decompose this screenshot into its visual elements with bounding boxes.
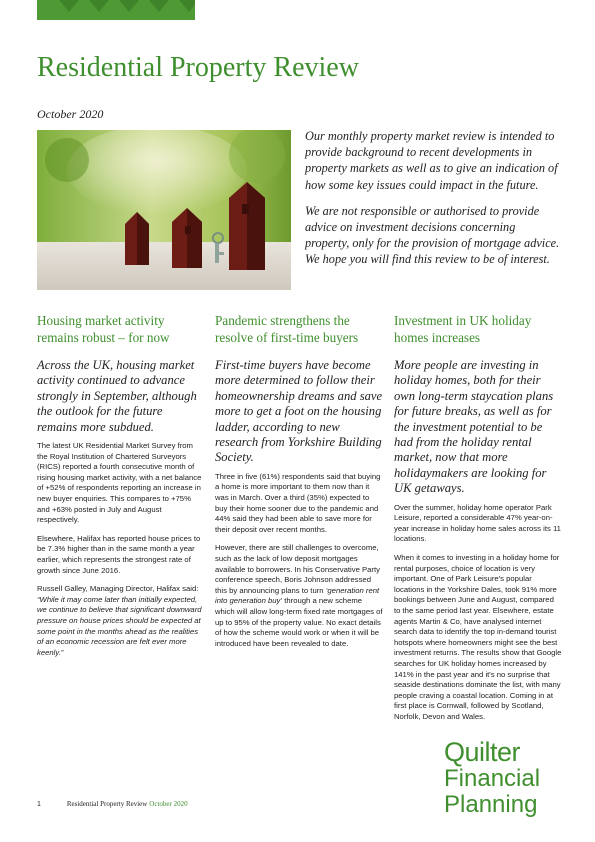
article-paragraph	[215, 543, 383, 649]
quilter-logo	[444, 738, 540, 818]
logo-line-planning: Planning	[444, 791, 538, 818]
article-paragraph: Over the summer, holiday home operator Park Leisure, reported a considerable 47% year-on-year increase in holiday home sales across its 11 locations.	[394, 502, 561, 544]
article-paragraph: The latest UK Residential Market Survey from the Royal Institution of Chartered Surveyors (RICS) reported a fourth consecutive month of rising housing market activity, with a net balance of +52% of respondents reporting an increase in new buyer enquiries. This compares to +75% and +63% posted in July and August respectively.	[37, 441, 202, 525]
footer-title: Residential Property Review	[66, 800, 148, 808]
intro-text	[305, 128, 561, 278]
quote-attribution: Russell Galley, Managing Director, Halifax said:	[37, 584, 199, 594]
footer-date: October 2020	[149, 800, 188, 808]
paragraph-text: However, there are still challenges to overcome, such as the lack of low deposit mortgages available to borrowers. In his Conservative Party conference speech, Boris Johnson addressed this by announcing plans to turn	[215, 543, 380, 595]
quote-text: ‘generation rent into generation buy’	[215, 585, 380, 606]
quote-text: “While it may come later than initially expected, we continue to believe that significant downward pressure on house prices should be expected at some point in the months ahead as the realities of an economic recession are felt ever more keenly.”	[37, 594, 202, 657]
page-title: Residential Property Review	[37, 52, 359, 83]
issue-date: October 2020	[37, 107, 104, 121]
article-paragraph: Elsewhere, Halifax has reported house prices to be 7.3% higher than in the same month a year earlier, which represents the strongest rate of growth since June 2016.	[37, 533, 201, 575]
page-footer	[37, 800, 188, 808]
article-heading: Housing market activity remains robust – for now	[37, 313, 170, 345]
article-first-time-buyers	[215, 313, 383, 657]
article-lead: Across the UK, housing market activity continued to advance strongly in September, although the outlook for the future remains more subdued.	[37, 358, 197, 434]
article-heading: Pandemic strengthens the resolve of first-time buyers	[215, 313, 359, 345]
intro-paragraph-1: Our monthly property market review is intended to provide background to recent developments in property markets as well as to give an indication of how some key issues could impact in the future.	[305, 129, 558, 192]
article-lead: More people are investing in holiday homes, both for their own long-term staycation plans for future breaks, as well as for the investment potential to be had from the holiday rental market, now that more holidaymakers are looking for UK getaways.	[394, 358, 554, 496]
logo-line-financial: Financial	[444, 765, 541, 792]
article-paragraph: Three in five (61%) respondents said that buying a home is more important to them now than it was in March. Over a third (35%) expected to buy their home sooner due to the pandemic and 44% said they had been able to save more for their deposit over recent months.	[215, 471, 381, 534]
top-accent-bar	[37, 0, 195, 20]
tall-house-icon	[229, 182, 265, 270]
article-heading: Investment in UK holiday homes increases	[394, 313, 532, 345]
article-housing-market	[37, 313, 205, 666]
article-holiday-homes	[394, 313, 562, 731]
article-paragraph: When it comes to investing in a holiday home for rental purposes, choice of location is very important. One of Park Leisure's popular locations in the Yorkshire Dales, took 91% more bookings between June and August, compared to the same period last year. Elsewhere, estate agents Martin & Co, have analysed internet search data to identify the top in-demand tourist hotspots where homeowners might see the best investment returns. The results show that Google searches for UK holiday homes increased by 141% in the past year and it's no surprise that seaside destinations dominate the list, with many people craving a coastal location. Coming in at first place is Cornwall, followed by Scotland, Norfolk, Devon and Wales.	[394, 553, 562, 721]
logo-line-quilter: Quilter	[444, 737, 521, 767]
hero-image-houses	[37, 130, 291, 290]
page-number: 1	[37, 801, 41, 808]
intro-paragraph-2: We are not responsible or authorised to provide advice on investment decisions concerning property, only for the provision of mortgage advice. We hope you will find this review to be of interest.	[305, 203, 560, 267]
article-paragraph	[37, 584, 205, 658]
paragraph-text: through a new scheme which will allow long-term fixed rate mortgages of up to 95% of the property value. No exact details of how the scheme would work or when it will be introduced have been revealed to date.	[215, 596, 383, 648]
article-lead: First-time buyers have become more determined to follow their homeownership dreams and save more to get a foot on the housing ladder, according to new research from Yorkshire Building Society.	[215, 358, 383, 465]
